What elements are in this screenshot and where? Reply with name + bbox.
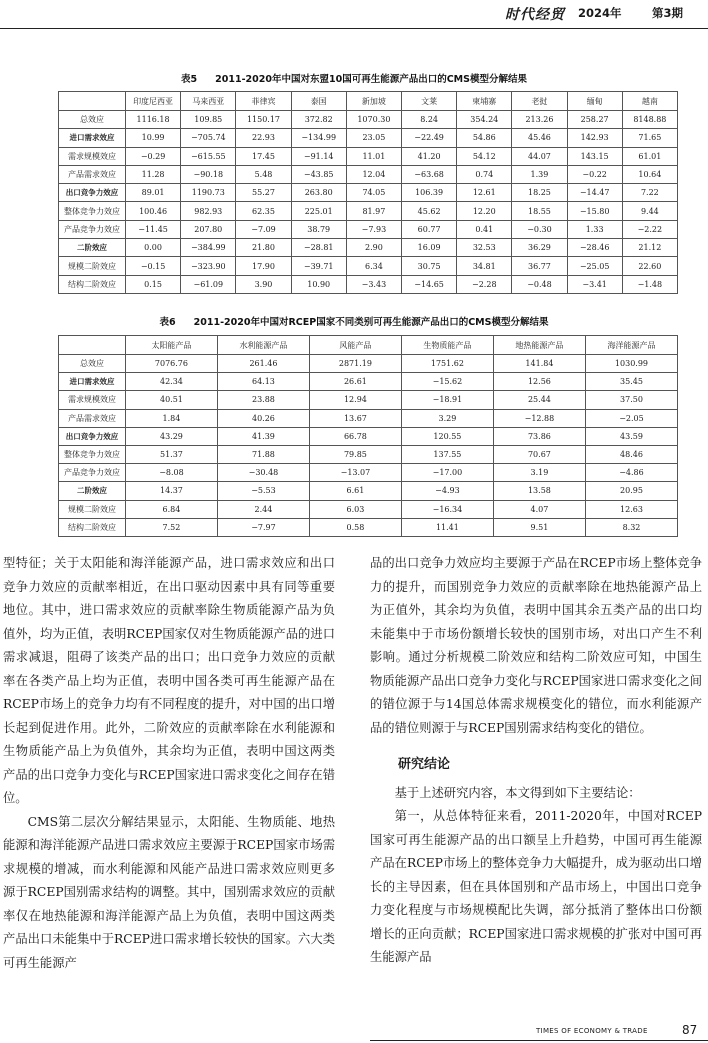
table-cell: 12.04 <box>346 165 401 183</box>
table-cell: 5.48 <box>236 165 291 183</box>
row-label: 需求规模效应 <box>59 391 126 409</box>
column-header: 泰国 <box>291 92 346 111</box>
table-cell: −705.74 <box>181 129 236 147</box>
table-cell: 7.52 <box>125 518 217 536</box>
row-label: 产品需求效应 <box>59 165 126 183</box>
table-cell: 36.29 <box>512 239 567 257</box>
table-cell: −22.49 <box>402 129 457 147</box>
table-row <box>59 355 678 373</box>
table-cell: 60.77 <box>402 220 457 238</box>
table-cell: 12.61 <box>457 184 512 202</box>
table-cell: 106.39 <box>402 184 457 202</box>
table-cell: 32.53 <box>457 239 512 257</box>
table-cell: −43.85 <box>291 165 346 183</box>
column-header: 缅甸 <box>567 92 622 111</box>
table-cell: 109.85 <box>181 111 236 129</box>
table-cell: 36.77 <box>512 257 567 275</box>
table-row <box>59 373 678 391</box>
table-cell: 1.33 <box>567 220 622 238</box>
table-cell: 42.34 <box>125 373 217 391</box>
table-cell: 43.29 <box>125 427 217 445</box>
table-cell: −28.46 <box>567 239 622 257</box>
table-cell: −0.15 <box>125 257 180 275</box>
table-cell: −615.55 <box>181 147 236 165</box>
table-cell: −91.14 <box>291 147 346 165</box>
table-cell: 45.62 <box>402 202 457 220</box>
body-paragraph: 第一，从总体特征来看，2011-2020年，中国对RCEP国家可再生能源产品的出口额呈上升趋势，中国可再生能源产品在RCEP市场上的整体竞争力大幅提升，成为驱动出口增长的主导因素，但在具体国别和产品市场上，中国出口竞争力变化程度与市场规模配比失调，部分抵消了整体出口份额增长的正向贡献；RCEP国家进口需求规模的扩张对中国可再生能源产品 <box>370 809 702 964</box>
table-cell: 51.37 <box>125 445 217 463</box>
column-header: 文莱 <box>402 92 457 111</box>
table-cell: −90.18 <box>181 165 236 183</box>
table-cell: 2871.19 <box>309 355 401 373</box>
table-cell: 354.24 <box>457 111 512 129</box>
table-cell: 225.01 <box>291 202 346 220</box>
footer-rule <box>370 1040 708 1041</box>
table-cell: 6.34 <box>346 257 401 275</box>
table6-header-row <box>59 336 678 355</box>
table-cell: −30.48 <box>217 464 309 482</box>
table-row <box>59 220 678 238</box>
body-paragraph: 品的出口竞争力效应均主要源于产品在RCEP市场上整体竞争力的提升，而国别竞争力效应的贡献率除在地热能源产品上为正值外，其余均为负值，表明中国其余五类产品的出口均未能集中于市场份额增长较快的国别市场，对出口产生不利影响。通过分析规模二阶效应和结构二阶效应可知，中国生物质能源产品出口竞争力变化与RCEP国家进口需求变化之间的错位源于与14国总体需求规模变化的错位，而水利能源产品的错位则源于与RCEP国别需求结构变化的错位。 <box>370 556 702 735</box>
table-cell: 11.01 <box>346 147 401 165</box>
table-cell: 143.15 <box>567 147 622 165</box>
table-cell: −13.07 <box>309 464 401 482</box>
row-label: 出口竞争力效应 <box>59 184 126 202</box>
table-cell: 6.03 <box>309 500 401 518</box>
table6-body <box>59 355 678 537</box>
table-cell: −2.28 <box>457 275 512 293</box>
table-row <box>59 464 678 482</box>
table-cell: −4.86 <box>585 464 677 482</box>
table-cell: −7.97 <box>217 518 309 536</box>
table-row <box>59 409 678 427</box>
table-cell: 43.59 <box>585 427 677 445</box>
table-cell: 1.84 <box>125 409 217 427</box>
table-cell: −3.41 <box>567 275 622 293</box>
table-row <box>59 129 678 147</box>
journal-logo: 时代经贸 <box>505 7 565 23</box>
table-cell: −16.34 <box>401 500 493 518</box>
table-cell: −134.99 <box>291 129 346 147</box>
table-cell: 3.19 <box>493 464 585 482</box>
table-cell: 9.51 <box>493 518 585 536</box>
row-label: 出口竞争力效应 <box>59 427 126 445</box>
table-cell: 13.58 <box>493 482 585 500</box>
table-cell: −14.47 <box>567 184 622 202</box>
table-cell: 11.28 <box>125 165 180 183</box>
table-row <box>59 275 678 293</box>
table-cell: 0.41 <box>457 220 512 238</box>
table-cell: 6.61 <box>309 482 401 500</box>
table-cell: 22.93 <box>236 129 291 147</box>
table-cell: 22.60 <box>622 257 677 275</box>
table-cell: 12.94 <box>309 391 401 409</box>
table6-caption <box>0 314 708 328</box>
table-cell: −5.53 <box>217 482 309 500</box>
table-cell: 4.07 <box>493 500 585 518</box>
table-cell: 10.90 <box>291 275 346 293</box>
table-cell: −0.48 <box>512 275 567 293</box>
row-label: 规模二阶效应 <box>59 257 126 275</box>
table-cell: 45.46 <box>512 129 567 147</box>
table-cell: −1.48 <box>622 275 677 293</box>
table-row <box>59 202 678 220</box>
table-cell: 61.01 <box>622 147 677 165</box>
table-cell: 263.80 <box>291 184 346 202</box>
table-row <box>59 239 678 257</box>
row-label: 总效应 <box>59 111 126 129</box>
row-label: 进口需求效应 <box>59 129 126 147</box>
table-row <box>59 391 678 409</box>
column-header: 老挝 <box>512 92 567 111</box>
table-cell: −28.81 <box>291 239 346 257</box>
table-cell: 207.80 <box>181 220 236 238</box>
table-cell: 37.50 <box>585 391 677 409</box>
table-cell: −0.22 <box>567 165 622 183</box>
table-cell: 0.00 <box>125 239 180 257</box>
table-cell: 10.64 <box>622 165 677 183</box>
table-cell: 1.39 <box>512 165 567 183</box>
table-cell: −3.43 <box>346 275 401 293</box>
table-cell: 7076.76 <box>125 355 217 373</box>
table-cell: −7.93 <box>346 220 401 238</box>
table-cell: 21.80 <box>236 239 291 257</box>
table-cell: 18.25 <box>512 184 567 202</box>
table-cell: 44.07 <box>512 147 567 165</box>
row-label: 二阶效应 <box>59 239 126 257</box>
table-cell: 13.67 <box>309 409 401 427</box>
row-label: 进口需求效应 <box>59 373 126 391</box>
row-label: 二阶效应 <box>59 482 126 500</box>
table6 <box>58 335 678 537</box>
table-cell: 2.90 <box>346 239 401 257</box>
table-row <box>59 111 678 129</box>
table-cell: 26.61 <box>309 373 401 391</box>
table-cell: 11.41 <box>401 518 493 536</box>
table-cell: 23.05 <box>346 129 401 147</box>
table-cell: 1030.99 <box>585 355 677 373</box>
table-cell: 0.15 <box>125 275 180 293</box>
column-header: 马来西亚 <box>181 92 236 111</box>
table-row <box>59 500 678 518</box>
table-cell: 261.46 <box>217 355 309 373</box>
table-row <box>59 147 678 165</box>
table-cell: −18.91 <box>401 391 493 409</box>
table-cell: 1070.30 <box>346 111 401 129</box>
table-cell: −15.62 <box>401 373 493 391</box>
table-cell: −11.45 <box>125 220 180 238</box>
table-cell: 79.85 <box>309 445 401 463</box>
table-cell: 8.24 <box>402 111 457 129</box>
column-header: 柬埔寨 <box>457 92 512 111</box>
table-row <box>59 482 678 500</box>
table-cell: 66.78 <box>309 427 401 445</box>
table-cell: 62.35 <box>236 202 291 220</box>
table-row <box>59 165 678 183</box>
table-cell: 137.55 <box>401 445 493 463</box>
table-cell: 23.88 <box>217 391 309 409</box>
table-cell: −384.99 <box>181 239 236 257</box>
table-cell: 1150.17 <box>236 111 291 129</box>
table-cell: 34.81 <box>457 257 512 275</box>
column-header: 风能产品 <box>309 336 401 355</box>
row-label: 总效应 <box>59 355 126 373</box>
row-label: 产品需求效应 <box>59 409 126 427</box>
table-cell: −61.09 <box>181 275 236 293</box>
table-cell: −17.00 <box>401 464 493 482</box>
table-cell: 12.63 <box>585 500 677 518</box>
table-cell: 120.55 <box>401 427 493 445</box>
table-cell: 142.93 <box>567 129 622 147</box>
row-label: 整体竞争力效应 <box>59 202 126 220</box>
column-header: 新加坡 <box>346 92 401 111</box>
table-cell: 30.75 <box>402 257 457 275</box>
row-label: 整体竞争力效应 <box>59 445 126 463</box>
table-cell: 0.58 <box>309 518 401 536</box>
table-cell: −39.71 <box>291 257 346 275</box>
table-cell: 982.93 <box>181 202 236 220</box>
row-label: 需求规模效应 <box>59 147 126 165</box>
table-cell: −8.08 <box>125 464 217 482</box>
table-cell: 3.90 <box>236 275 291 293</box>
table-cell: −4.93 <box>401 482 493 500</box>
table-cell: 54.12 <box>457 147 512 165</box>
row-label: 产品竞争力效应 <box>59 464 126 482</box>
table-cell: −0.29 <box>125 147 180 165</box>
table-cell: 38.79 <box>291 220 346 238</box>
table-cell: 89.01 <box>125 184 180 202</box>
header-year: 2024年 <box>578 6 622 20</box>
table-cell: 70.67 <box>493 445 585 463</box>
table-row <box>59 257 678 275</box>
table5 <box>58 91 678 294</box>
table-cell: 18.55 <box>512 202 567 220</box>
table-cell: 55.27 <box>236 184 291 202</box>
table-cell: 141.84 <box>493 355 585 373</box>
table-cell: −63.68 <box>402 165 457 183</box>
table5-number: 表5 <box>181 74 198 85</box>
table-cell: 21.12 <box>622 239 677 257</box>
table-cell: −14.65 <box>402 275 457 293</box>
table-row <box>59 445 678 463</box>
table-cell: 74.05 <box>346 184 401 202</box>
table6-title: 2011-2020年中国对RCEP国家不同类别可再生能源产品出口的CMS模型分解结果 <box>193 317 549 328</box>
table-cell: 16.09 <box>402 239 457 257</box>
body-paragraph: 型特征；关于太阳能和海洋能源产品，进口需求效应和出口竞争力效应的贡献率相近，在出口驱动因素中具有同等重要地位。其中，进口需求效应的贡献率除生物质能源产品为负值外，均为正值，表明RCEP国家仅对生物质能源产品的进口需求减退，阻碍了该类产品的出口；出口竞争力效应的贡献率在各类产品上均为正值，表明中国各类可再生能源产品在RCEP市场上的竞争力均有不同程度的提升，对中国的出口增长起到促进作用。此外，二阶效应的贡献率除在水利能源和生物质能产品上为负值外，其余均为正值，表明中国这两类产品的出口竞争力变化与RCEP国家进口需求变化之间存在错位。 <box>3 556 335 805</box>
column-header: 地热能源产品 <box>493 336 585 355</box>
table-cell: 35.45 <box>585 373 677 391</box>
table-row <box>59 518 678 536</box>
page-header <box>0 0 708 36</box>
table-cell: 71.65 <box>622 129 677 147</box>
table-cell: 12.56 <box>493 373 585 391</box>
table-cell: 0.74 <box>457 165 512 183</box>
table-cell: −2.05 <box>585 409 677 427</box>
table-cell: 54.86 <box>457 129 512 147</box>
table-corner-cell <box>59 92 126 111</box>
table-cell: −2.22 <box>622 220 677 238</box>
table5-caption <box>0 71 708 85</box>
table-cell: 2.44 <box>217 500 309 518</box>
table-cell: −7.09 <box>236 220 291 238</box>
row-label: 规模二阶效应 <box>59 500 126 518</box>
table-cell: 17.45 <box>236 147 291 165</box>
row-label: 结构二阶效应 <box>59 275 126 293</box>
header-issue: 第3期 <box>652 6 684 20</box>
column-header: 海洋能源产品 <box>585 336 677 355</box>
table-cell: 1116.18 <box>125 111 180 129</box>
page-number: 87 <box>682 1023 698 1037</box>
left-column <box>3 552 335 975</box>
right-column <box>370 552 702 970</box>
table-row <box>59 427 678 445</box>
table5-body <box>59 111 678 294</box>
body-paragraph: 基于上述研究内容，本文得到如下主要结论： <box>394 785 641 800</box>
section-heading: 研究结论 <box>398 757 451 772</box>
row-label: 产品竞争力效应 <box>59 220 126 238</box>
table-cell: 41.39 <box>217 427 309 445</box>
table-cell: 213.26 <box>512 111 567 129</box>
header-rule <box>0 28 708 29</box>
table-cell: 9.44 <box>622 202 677 220</box>
row-label: 结构二阶效应 <box>59 518 126 536</box>
table-cell: 1751.62 <box>401 355 493 373</box>
table-cell: 7.22 <box>622 184 677 202</box>
table-cell: 73.86 <box>493 427 585 445</box>
table-cell: 10.99 <box>125 129 180 147</box>
table-cell: 14.37 <box>125 482 217 500</box>
table-cell: 40.51 <box>125 391 217 409</box>
table-cell: 25.44 <box>493 391 585 409</box>
table-cell: 258.27 <box>567 111 622 129</box>
table-corner-cell <box>59 336 126 355</box>
table-cell: −25.05 <box>567 257 622 275</box>
table-cell: −15.80 <box>567 202 622 220</box>
table-cell: 81.97 <box>346 202 401 220</box>
column-header: 越南 <box>622 92 677 111</box>
table-cell: 8148.88 <box>622 111 677 129</box>
table-row <box>59 184 678 202</box>
table-cell: 41.20 <box>402 147 457 165</box>
table-cell: 17.90 <box>236 257 291 275</box>
table-cell: 1190.73 <box>181 184 236 202</box>
table-cell: −323.90 <box>181 257 236 275</box>
column-header: 水利能源产品 <box>217 336 309 355</box>
table-cell: 372.82 <box>291 111 346 129</box>
footer-journal-name: TIMES OF ECONOMY & TRADE <box>536 1027 648 1035</box>
column-header: 生物质能产品 <box>401 336 493 355</box>
column-header: 太阳能产品 <box>125 336 217 355</box>
column-header: 菲律宾 <box>236 92 291 111</box>
table-cell: 6.84 <box>125 500 217 518</box>
table6-number: 表6 <box>159 317 176 328</box>
table-cell: 3.29 <box>401 409 493 427</box>
table-cell: −12.88 <box>493 409 585 427</box>
table5-title: 2011-2020年中国对东盟10国可再生能源产品出口的CMS模型分解结果 <box>215 74 527 85</box>
table-cell: 20.95 <box>585 482 677 500</box>
table5-header-row <box>59 92 678 111</box>
table-cell: 64.13 <box>217 373 309 391</box>
table-cell: −0.30 <box>512 220 567 238</box>
table-cell: 8.32 <box>585 518 677 536</box>
table-cell: 40.26 <box>217 409 309 427</box>
column-header: 印度尼西亚 <box>125 92 180 111</box>
table-cell: 12.20 <box>457 202 512 220</box>
table-cell: 71.88 <box>217 445 309 463</box>
body-paragraph: CMS第二层次分解结果显示，太阳能、生物质能、地热能源和海洋能源产品进口需求效应主要源于RCEP国家市场需求规模的增减，而水利能源和风能产品进口需求效应则更多源于RCEP国别需求结构的调整。其中，国别需求效应的贡献率仅在地热能源和海洋能源产品上为负值，表明中国这两类产品出口未能集中于RCEP进口需求增长较快的国家。六大类可再生能源产 <box>3 814 335 970</box>
table-cell: 48.46 <box>585 445 677 463</box>
table-cell: 100.46 <box>125 202 180 220</box>
